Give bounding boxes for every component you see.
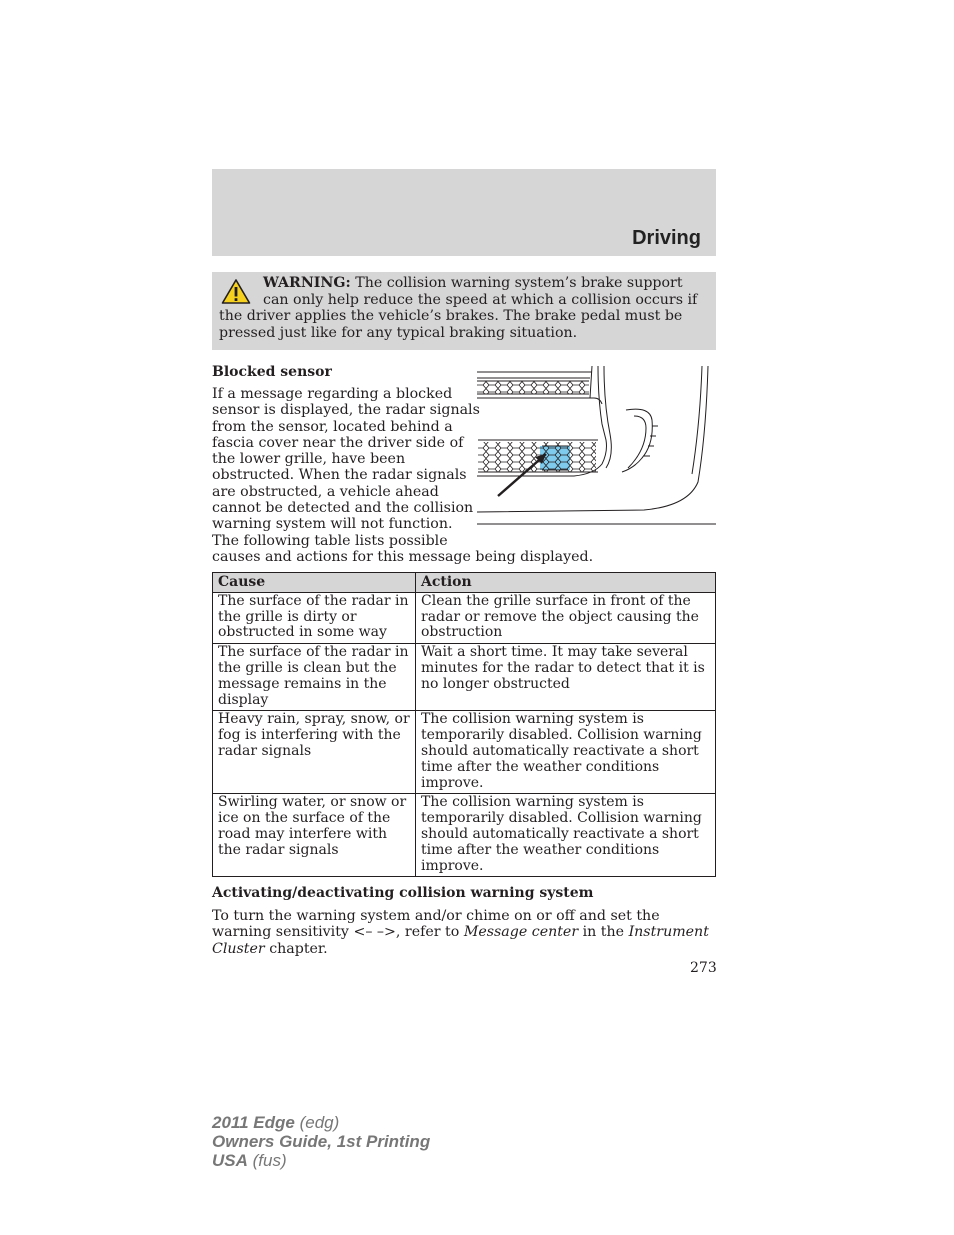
footer-model: 2011 Edge <box>212 1113 295 1132</box>
table-row <box>213 592 716 643</box>
paragraph-line: The following table lists possible <box>212 532 448 549</box>
instrument-cluster-reference: Instrument Cluster <box>212 924 709 957</box>
paragraph-line: warning system will not function. <box>212 516 453 533</box>
cause-cell: The surface of the radar in the grille is dirty or obstructed in some way <box>213 592 416 643</box>
page-number: 273 <box>690 960 717 976</box>
warning-text: The collision warning system’s brake support can only help reduce the speed at which a collision occurs if the driver applies the vehicle’s brakes. The brake pedal must be pressed just like for any typical braking situation. <box>219 275 698 341</box>
activating-text: chapter. <box>264 940 328 957</box>
activating-text: To turn the warning system and/or chime on or off and set the warning sensitivity <– –>, refer to <box>212 908 660 941</box>
activating-paragraph <box>212 908 716 957</box>
blocked-sensor-heading: Blocked sensor <box>212 364 332 380</box>
paragraph-line: obstructed. When the radar signals <box>212 467 467 484</box>
action-cell: Clean the grille surface in front of the radar or remove the object causing the obstruction <box>416 592 716 643</box>
cause-cell: The surface of the radar in the grille is clean but the message remains in the display <box>213 644 416 711</box>
table-header-action: Action <box>416 573 716 593</box>
paragraph-line: If a message regarding a blocked <box>212 386 453 402</box>
footer <box>212 1113 430 1170</box>
footer-region: USA <box>212 1151 248 1170</box>
causes-table <box>212 572 716 877</box>
action-cell: The collision warning system is temporarily disabled. Collision warning should automatically reactivate a short time after the weather conditions improve. <box>416 794 716 877</box>
cause-cell: Swirling water, or snow or ice on the surface of the road may interfere with the radar signals <box>213 794 416 877</box>
section-title: Driving <box>632 227 701 249</box>
warning-triangle-icon <box>221 278 251 306</box>
table-row <box>213 794 716 877</box>
warning-label: WARNING: <box>263 275 351 291</box>
paragraph-line: the lower grille, have been <box>212 451 406 468</box>
paragraph-line: sensor is displayed, the radar signals <box>212 402 480 419</box>
grille-sensor-illustration <box>474 364 716 532</box>
footer-region-code: (fus) <box>252 1151 287 1170</box>
action-cell: Wait a short time. It may take several minutes for the radar to detect that it is no longer obstructed <box>416 644 716 711</box>
cause-cell: Heavy rain, spray, snow, or fog is interfering with the radar signals <box>213 711 416 794</box>
table-row <box>213 644 716 711</box>
header-band <box>212 169 716 256</box>
activating-text: in the <box>578 924 629 941</box>
paragraph-line: cannot be detected and the collision <box>212 500 474 517</box>
table-row <box>213 711 716 794</box>
message-center-reference: Message center <box>463 924 579 941</box>
warning-box <box>212 272 716 350</box>
paragraph-line: from the sensor, located behind a <box>212 418 453 435</box>
table-header-row <box>213 573 716 593</box>
action-cell: The collision warning system is temporarily disabled. Collision warning should automatically reactivate a short time after the weather conditions improve. <box>416 711 716 794</box>
footer-model-code: (edg) <box>299 1113 340 1132</box>
table-header-cause: Cause <box>213 573 416 593</box>
paragraph-line: causes and actions for this message being displayed. <box>212 548 594 565</box>
paragraph-line: fascia cover near the driver side of <box>212 434 464 451</box>
activating-heading: Activating/deactivating collision warning system <box>212 885 594 901</box>
paragraph-line: are obstructed, a vehicle ahead <box>212 483 439 500</box>
footer-guide: Owners Guide, 1st Printing <box>212 1132 431 1151</box>
